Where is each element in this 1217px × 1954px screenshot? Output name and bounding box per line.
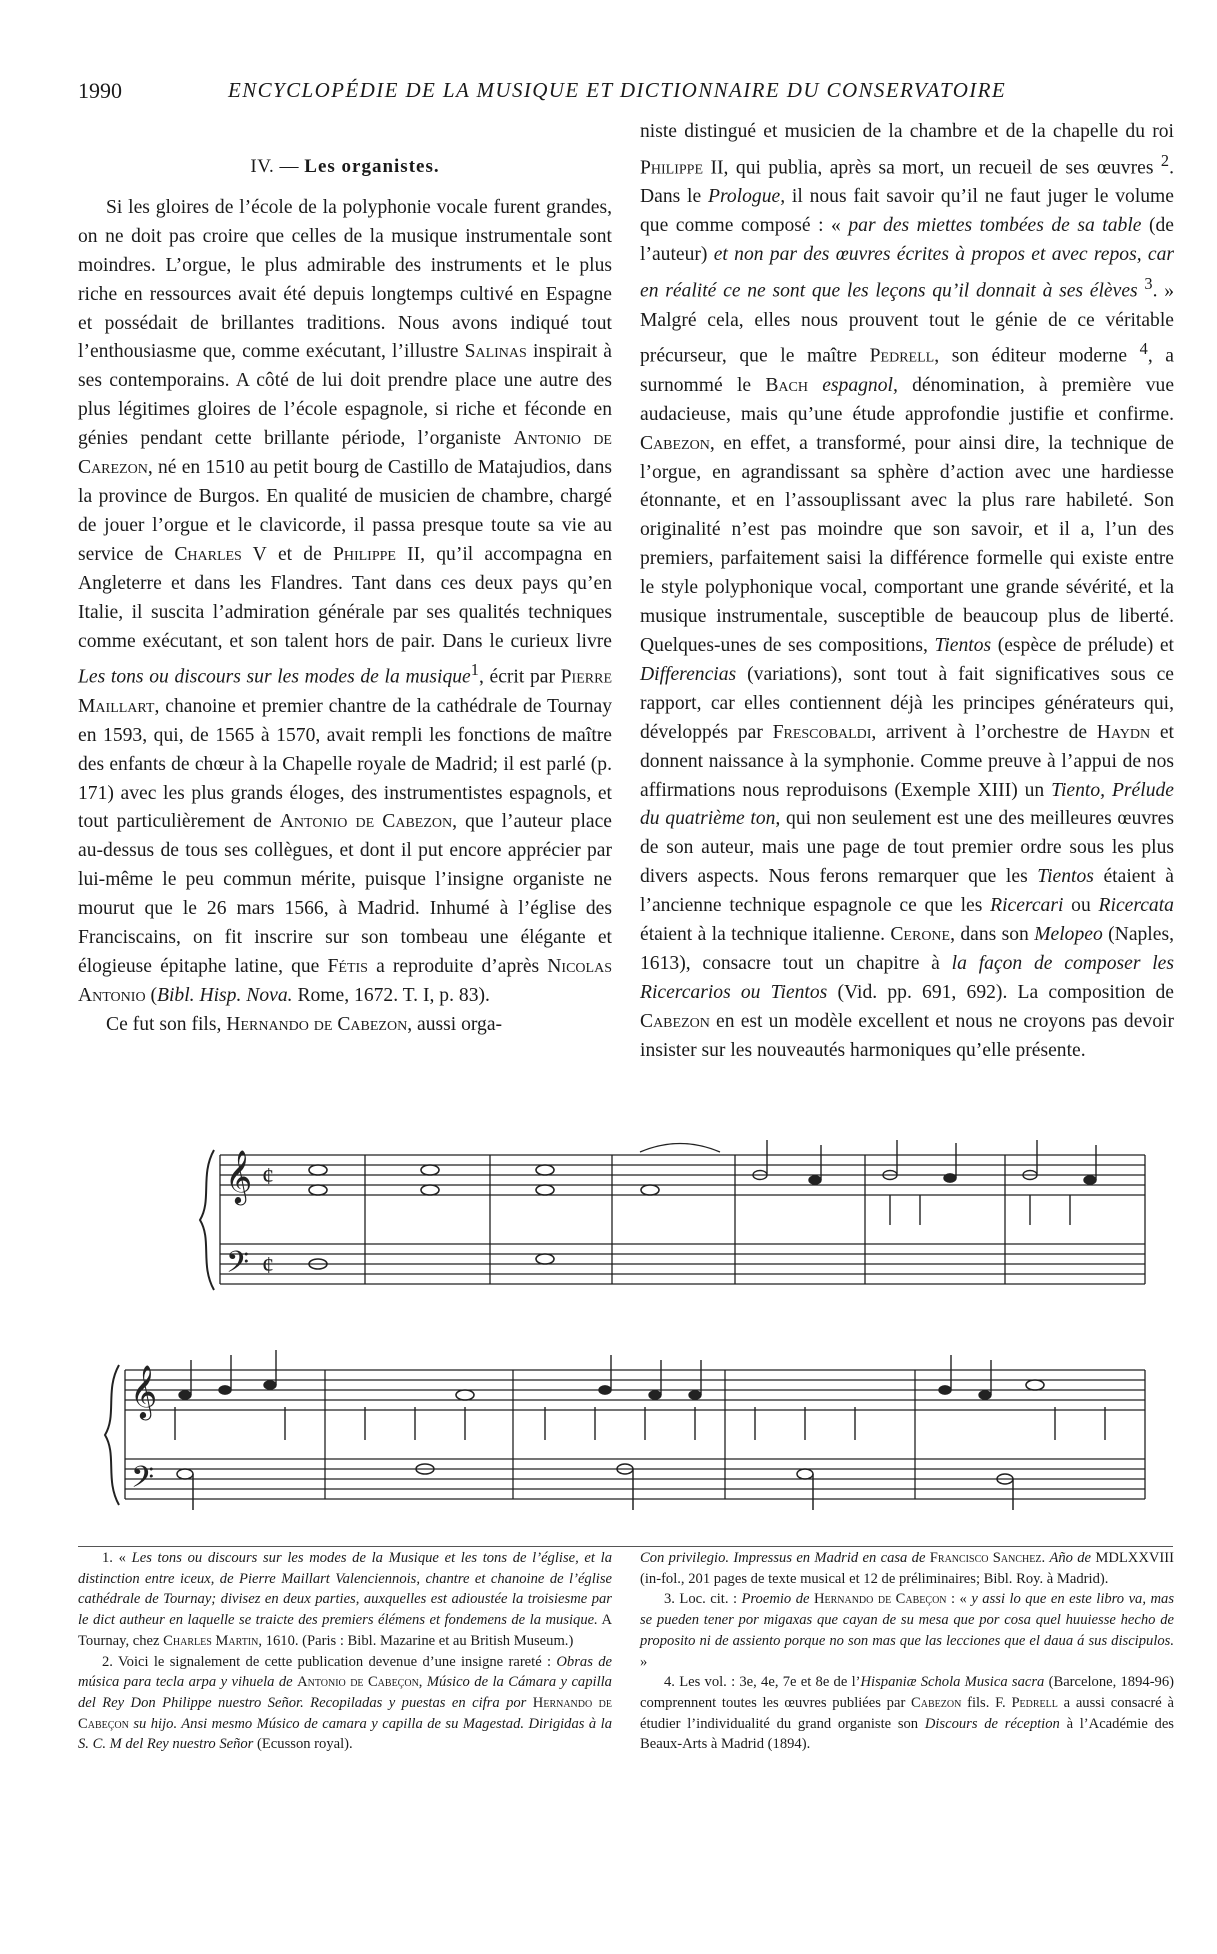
left-column [78, 145, 612, 1040]
paragraph: Si les gloires de l’école de la polyphonie vocale furent grandes, on ne doit pas croire que celles de la musique instrumentale sont moindres. L’orgue, le plus admirable des instruments et le plus riche en ressources avait été depuis longtemps cultivé en Espagne et possédait de brillantes traditions. Nous avons indiqué tout l’enthousiasme que, comme exécutant, l’illustre Salinas inspirait à ses contemporains. A côté de lui doit prendre place une autre des plus légitimes gloires de l’école espagnole, si riche et féconde en génies pendant cette brillante période, l’organiste Antonio de Carezon, né en 1510 au petit bourg de Castillo de Matajudios, dans la province de Burgos. En qualité de musicien de chambre, chargé de jouer l’orgue et le clavicorde, il passa presque toute sa vie au service de Charles V et de Philippe II, qu’il accompagna en Angleterre et dans les Flandres. Tant dans ces deux pays qu’en Italie, il suscita l’admiration générale par ses qualités techniques comme exécutant, et son talent hors de pair. Dans le curieux livre Les tons ou discours sur les modes de la musique$^1$, écrit par Pierre Maillart, chanoine et premier chantre de la cathédrale de Tournay en 1593, qui, de 1565 à 1570, avait rempli les fonctions de maître des enfants de chœur à la Chapelle royale de Madrid; il est parlé (p. 171) avec les plus grands éloges, des instrumentistes espagnols, et tout particulièrement de Antonio de Cabezon, que l’auteur place au-dessus de tous ses collègues, et dont il put encore apprécier par lui-même le peu commun mérite, puisque l’insigne organiste ne mourut que le 26 mars 1566, à Madrid. Inhumé à l’église des Franciscains, on fit inscrire sur son tombeau une élégante et élogieuse épitaphe latine, que Fétis a reproduite d’après Nicolas Antonio (Bibl. Hisp. Nova. Rome, 1672. T. I, p. 83). [78, 196, 613, 1006]
lower-voice-notes [890, 1195, 1070, 1225]
barlines [325, 1370, 1145, 1499]
paragraph: Ce fut son fils, Hernando de Cabezon, aussi orga- [106, 1013, 503, 1035]
quarter-notes [809, 1143, 1096, 1184]
tie-arc [640, 1144, 720, 1153]
common-time-cut-icon: ¢ [262, 1164, 274, 1190]
treble-clef-icon: 𝄞 [130, 1366, 158, 1417]
upper-quarter-notes [179, 1350, 991, 1399]
page-header [78, 78, 1078, 108]
treble-clef-icon: 𝄞 [225, 1151, 253, 1202]
running-title: ENCYCLOPÉDIE DE LA MUSIQUE ET DICTIONNAIRE DU CONSERVATOIRE [228, 78, 1007, 102]
bass-clef-icon: 𝄢 [131, 1461, 155, 1501]
footnote-divider [78, 1546, 1173, 1547]
barlines [365, 1155, 1145, 1284]
paragraph: niste distingué et musicien de la chambre et de la chapelle du roi Philippe II, qui publia, après sa mort, un recueil de ses œuvres $^2$. Dans le Prologue, il nous fait savoir qu’il ne faut juger le volume que comme composé : « par des miettes tombées de sa table (de l’auteur) et non par des œuvres écrites à propos et avec repos, car en réalité ce ne sont que les leçons qu’il donnait à ses élèves $^3$. » Malgré cela, elles nous prouvent tout le génie de ce véritable précurseur, que le maître Pedrell, son éditeur moderne $^4$, a surnommé le Bach espagnol, dénomination, à première vue audacieuse, mais qu’une étude approfondie justifie et confirme. Cabezon, en effet, a transformé, pour ainsi dire, la technique de l’orgue, en agrandissant sa sphère d’action avec une hardiesse étonnante, et en l’assouplissant avec la plus rare habileté. Son originalité n’est pas moindre que son savoir, et il a, l’un des premiers, parfaitement saisi la différence formelle qui existe entre le style polyphonique vocal, comportant une grande sévérité, et la musique instrumentale, susceptible de beaucoup plus de liberté. Quelques-unes de ses compositions, Tientos (espèce de prélude) et Differencias (variations), sont tout à fait significatives sous ce rapport, car elles contiennent déjà les principes générateurs qui, développés par Frescobaldi, arrivent à l’orchestre de Haydn et donnent naissance à la symphonie. Comme preuve à l’appui de nos affirmations nous reproduisons (Exemple XIII) un Tiento, Prélude du quatrième ton, qui non seulement est une des meilleures œuvres de son auteur, mais une page de tout premier ordre sous les plus divers aspects. Nous ferons remarquer que les Tientos étaient à l’ancienne technique espagnole ce que les Ricercari ou Ricercata étaient à la technique italienne. Cerone, dans son Melopeo (Naples, 1613), consacre tout un chapitre à la façon de composer les Ricercarios ou Tientos (Vid. pp. 691, 692). La composition de Cabezon en est un modèle excellent et nous ne croyons pas devoir insister sur les nouveautés harmoniques qu’elle présente. [640, 121, 1175, 1061]
treble-staff-lines [125, 1370, 1145, 1410]
section-heading: IV. — Les organistes. [250, 156, 440, 177]
music-system-2 [105, 1350, 1145, 1510]
footnote-4: 4. Les vol. : 3e, 4e, 7e et 8e de l’Hispaniæ Schola Musica sacra (Barcelone, 1894-96) comprennent toutes les œuvres publiées par Cabezon fils. F. Pedrell a aussi consacré à étudier l’individualité du grand organiste son Discours de réception à l’Académie des Beaux-Arts à Madrid (1894). [640, 1674, 1175, 1753]
bass-notes [177, 1464, 1013, 1510]
page-number: 1990 [78, 78, 122, 103]
music-system-1 [200, 1140, 1145, 1290]
bass-staff-lines [125, 1459, 1145, 1499]
footnote-2: 2. Voici le signalement de cette publication devenue d’une insigne rareté : Obras de música para tecla arpa y vihuela de Antonio de Cabeçon, Músico de la Cámara y capilla del Rey Don Philippe nuestro Señor. Recopiladas y puestas en cifra por Hernando de Cabeçon su hijo. Ansi mesmo Músico de camara y capilla de su Magestad. Dirigidas à la S. C. M del Rey nuestro Señor (Ecusson royal). [78, 1653, 612, 1753]
lower-voice-stems [175, 1407, 1105, 1440]
footnote-2-continued: Con privilegio. Impressus en Madrid en casa de Francisco Sanchez. Año de MDLXXVIII (in-fol., 201 pages de texte musical et 12 de préliminaires; Bibl. Roy. à Madrid). [640, 1550, 1175, 1587]
footnotes-right [640, 1548, 1174, 1755]
footnote-1: 1. « Les tons ou discours sur les modes de la Musique et les tons de l’église, et la distinction entre iceux, de Pierre Maillart Valenciennois, chantre et chanoine de l’église cathédrale de Tournay; divisez en deux parties, auxquelles est adioustée la troisiesme par le dict autheur en laquelle se traicte des premiers élémens et fondemens de la musique. A Tournay, chez Charles Martin, 1610. (Paris : Bibl. Mazarine et au British Museum.) [78, 1550, 613, 1649]
treble-staff-lines [220, 1155, 1145, 1195]
footnote-3: 3. Loc. cit. : Proemio de Hernando de Cabeçon : « y assi lo que en este libro va, mas se pueden tener por migaxas que cayan de su mesa que por cosa quel huuiesse hecho de proposito ni de assiento porque no son mas que las lecciones que el daua á sus discipulos. » [640, 1591, 1174, 1670]
footnotes-left [78, 1548, 612, 1755]
bass-clef-icon: 𝄢 [226, 1246, 250, 1286]
brace [200, 1150, 214, 1290]
half-notes [753, 1140, 1037, 1180]
bass-whole-notes [309, 1254, 554, 1269]
right-column [640, 118, 1174, 1066]
whole-notes [309, 1165, 659, 1195]
bass-staff-lines [220, 1244, 1145, 1284]
music-example [0, 1130, 1217, 1530]
brace [105, 1365, 119, 1505]
common-time-cut-icon: ¢ [262, 1253, 274, 1279]
